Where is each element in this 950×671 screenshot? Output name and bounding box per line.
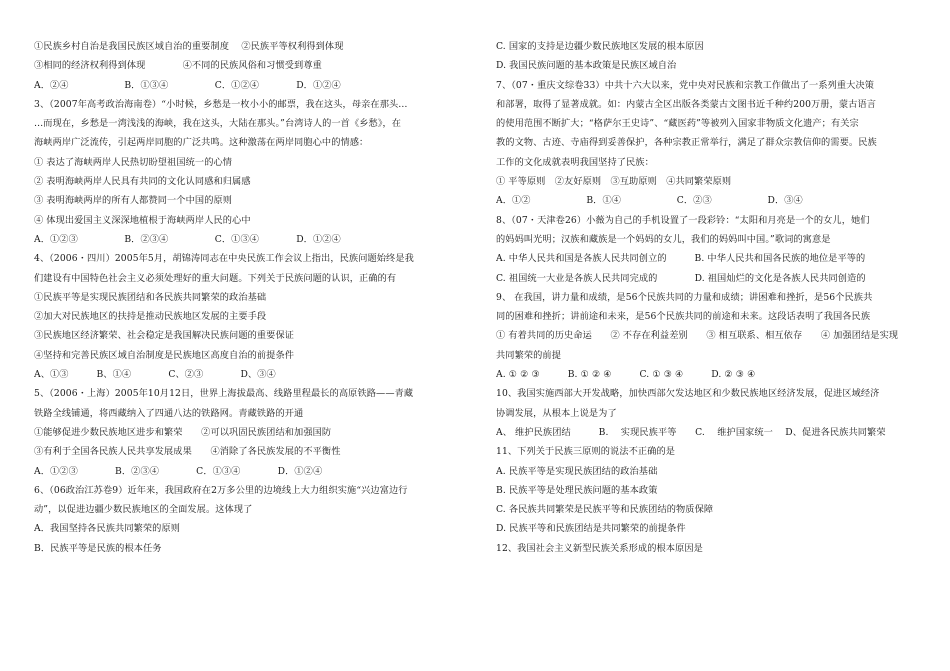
- text-line: 同的困难和挫折；讲前途和未来，是56个民族共同的前途和未来。这段话表明了我国各民族: [496, 311, 871, 323]
- answer-options: A．①②③ B．②③④ C．①③④ D．①②④: [34, 233, 341, 245]
- text-line: 的妈妈叫光明；汉族和藏族是一个妈妈的女儿，我们的妈妈叫中国。”歌词的寓意是: [496, 233, 831, 245]
- question-4-stem: 4、（2006・四川）2005年5月，胡锦涛同志在中央民族工作会议上指出，民族问题始终是我: [34, 253, 414, 265]
- statement-item: ④ 体现出爱国主义深深地植根于海峡两岸人民的心中: [34, 214, 251, 226]
- question-12-stem: 12、我国社会主义新型民族关系形成的根本原因是: [496, 542, 703, 554]
- statement-item: ③ 表明海峡两岸的所有人都赞同一个中国的原则: [34, 195, 233, 207]
- answer-options: A．①② B．①④ C．②③ D．③④: [496, 195, 803, 207]
- left-column: [34, 37, 466, 558]
- answer-options: A、 维护民族团结 B. 实现民族平等 C. 维护国家统一 D、促进各民族共同繁荣: [496, 426, 886, 438]
- question-7-stem: 7、（07・重庆文综卷33）中共十六大以来，党中央对民族和宗教工作做出了一系列重大决策: [496, 79, 875, 91]
- statement-item: ① 平等原则 ②友好原则 ③互助原则 ④共同繁荣原则: [496, 176, 732, 188]
- statement-item: ② 表明海峡两岸人民具有共同的文化认同感和归属感: [34, 176, 251, 188]
- answer-options: C. 祖国统一大业是各族人民共同完成的 D. 祖国灿烂的文化是各族人民共同创造的: [496, 272, 866, 284]
- statement-item: ①能够促进少数民族地区进步和繁荣 ②可以巩固民族团结和加强国防: [34, 426, 332, 438]
- question-6-stem: 6、（06政治江苏卷9）近年来，我国政府在2万多公里的边境线上大力组织实施“兴边富边行: [34, 484, 408, 496]
- text-line: ①民族乡村自治是我国民族区域自治的重要制度 ②民族平等权利得到体现: [34, 41, 344, 52]
- answer-option: A．我国坚持各民族共同繁荣的原则: [34, 523, 181, 535]
- answer-options: A. 中华人民共和国是各族人民共同创立的 B. 中华人民共和国各民族的地位是平等的: [496, 253, 866, 265]
- answer-option: D. 我国民族问题的基本政策是民族区域自治: [496, 60, 677, 72]
- statement-item: ① 有着共同的历史命运 ② 不存在利益差别 ③ 相互联系、相互依存 ④ 加强团结是实现: [496, 330, 899, 342]
- answer-options: A、①③ B、①④ C、②③ D、③④: [34, 369, 276, 381]
- text-line: 铁路全线铺通，将西藏纳入了四通八达的铁路网。青藏铁路的开通: [34, 407, 304, 419]
- text-line: ③相同的经济权利得到体现 ④不同的民族风俗和习惯受到尊重: [34, 60, 322, 72]
- right-column: [496, 37, 922, 558]
- answer-option: B. 民族平等是处理民族问题的基本政策: [496, 484, 658, 496]
- text-line: 海峡两岸广泛流传，引起两岸同胞的广泛共鸣。这种激荡在两岸同胞心中的情感：: [34, 137, 369, 149]
- statement-item: ① 表达了海峡两岸人民热切盼望祖国统一的心情: [34, 156, 233, 168]
- statement-item: ③民族地区经济繁荣、社会稳定是我国解决民族问题的重要保证: [34, 330, 295, 342]
- answer-options: A．②④ B．①③④ C．①②④ D．①②④: [34, 79, 341, 91]
- text-line: 协调发展，从根本上说是为了: [496, 407, 617, 419]
- answer-option: C. 各民族共同繁荣是民族平等和民族团结的物质保障: [496, 504, 714, 516]
- answer-option: A. 民族平等是实现民族团结的政治基础: [496, 465, 658, 477]
- answer-options: A．①②③ B．②③④ C．①③④ D．①②④: [34, 465, 323, 477]
- text-line: 们建设有中国特色社会主义必须处理好的重大问题。下列关于民族问题的认识，正确的有: [34, 272, 397, 284]
- answer-options: A. ① ② ③ B. ① ② ④ C. ① ③ ④ D. ② ③ ④: [496, 369, 756, 381]
- question-9-stem: 9、 在我国，讲力量和成绩，是56个民族共同的力量和成绩；讲困难和挫折，是56个民族共: [496, 291, 873, 303]
- question-11-stem: 11、下列关于民族三原则的说法不正确的是: [496, 446, 676, 458]
- text-line: 教的文物、古迹、寺庙得到妥善保护，各种宗教正常举行，满足了群众宗教信仰的需要。民族: [496, 137, 877, 149]
- answer-option: B．民族平等是民族的根本任务: [34, 542, 162, 554]
- question-10-stem: 10、我国实施西部大开发战略，加快西部欠发达地区和少数民族地区经济发展，促进区域经济: [496, 388, 880, 400]
- statement-item: ②加大对民族地区的扶持是推动民族地区发展的主要手段: [34, 311, 267, 323]
- text-line: …而现在，乡愁是一湾浅浅的海峡，我在这头，大陆在那头。”台湾诗人的一首《乡愁》，在: [34, 118, 402, 130]
- question-5-stem: 5、（2006・上海）2005年10月12日，世界上海拔最高、线路里程最长的高原铁路——青藏: [34, 388, 414, 400]
- text-line: 和部署，取得了显著成就。如：内蒙古全区出版各类蒙古文图书近千种约200万册，蒙古语言: [496, 98, 877, 110]
- question-8-stem: 8、（07・天津卷26）小薇为自己的手机设置了一段彩铃：“太阳和月亮是一个的女儿，她们: [496, 214, 870, 226]
- answer-option: C. 国家的支持是边疆少数民族地区发展的根本原因: [496, 41, 704, 52]
- statement-item: ③有利于全国各民族人民共享发展成果 ④消除了各民族发展的不平衡性: [34, 446, 341, 458]
- text-line: 工作的文化成就表明我国坚持了民族：: [496, 156, 654, 168]
- answer-option: D. 民族平等和民族团结是共同繁荣的前提条件: [496, 523, 686, 535]
- statement-item: ①民族平等是实现民族团结和各民族共同繁荣的政治基础: [34, 291, 267, 303]
- text-line: 的使用范围不断扩大；“格萨尔王史诗”、“藏医药”等被列入国家非物质文化遗产；有关宗: [496, 118, 859, 130]
- question-3-stem: 3、（2007年高考政治海南卷）“小时候，乡愁是一枚小小的邮票，我在这头，母亲在那头…: [34, 98, 408, 110]
- statement-item: ④坚持和完善民族区域自治制度是民族地区高度自治的前提条件: [34, 349, 295, 361]
- text-line: 动”，以促进边疆少数民族地区的全面发展。这体现了: [34, 504, 253, 516]
- text-line: 共同繁荣的前提: [496, 349, 562, 361]
